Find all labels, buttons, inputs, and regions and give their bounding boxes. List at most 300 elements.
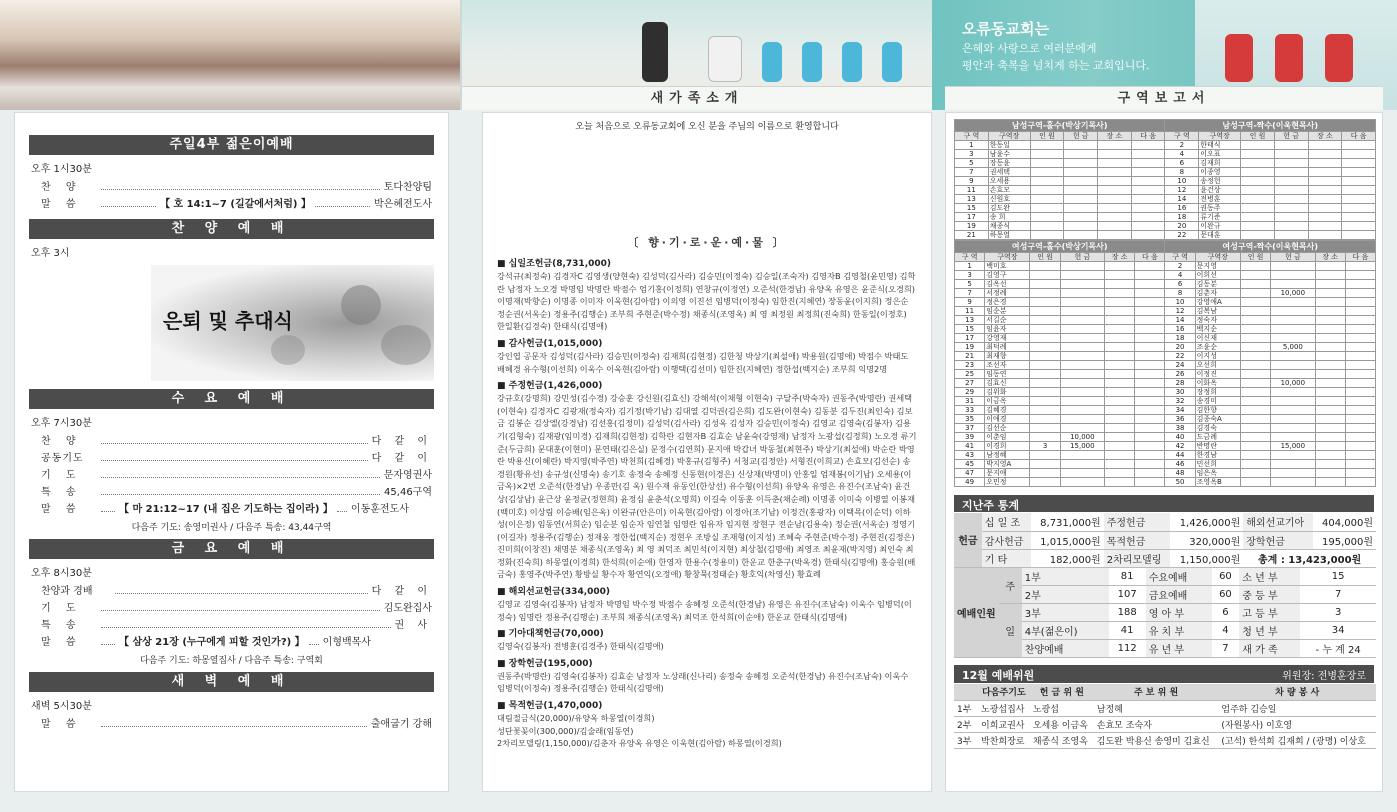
stats-cell: 15 <box>1300 568 1376 586</box>
wed-row-sermon: 말 씀 【 마 21:12~17 (내 집은 기도하는 집이라) 】 이동훈전도사 <box>41 504 409 515</box>
district-cell: 최덕례 <box>985 343 1030 352</box>
district-cell: 김혜경 <box>985 406 1030 415</box>
district-cell <box>1240 442 1270 451</box>
district-cell: 송정헌 <box>1199 177 1241 186</box>
district-cell <box>1241 204 1275 213</box>
district-cell <box>1105 262 1135 271</box>
worship-schedule-column <box>14 112 449 792</box>
committee-cell: 손효모 조숙자 <box>1094 716 1219 732</box>
district-cell <box>1131 168 1165 177</box>
district-cell <box>1135 388 1165 397</box>
district-cell: 28 <box>1165 379 1195 388</box>
offering-donor-list: 김영숙(김봉자) 전병훈(김경주) 한태식(김명애) <box>497 641 664 652</box>
column-header: 장 소 <box>1315 253 1345 262</box>
il-label: 일 <box>999 604 1022 658</box>
offering-donor-list: 강인엽 공문자 김성덕(김사라) 김승민(이정숙) 김재희(김현정) 김한청 박상기(최설애) 박용원(김명애) 박점수 박태도 배혜경 유수형(이선희) 이욱수 이욱현(김아람) 이행택(김선미) 임한진(지혜연) 정한섭(백지순) 조부희 익명2명 <box>497 350 911 374</box>
district-cell <box>1060 415 1104 424</box>
district-cell: 24 <box>1165 361 1195 370</box>
district-cell: 44 <box>1165 451 1195 460</box>
district-cell <box>1271 424 1315 433</box>
stats-cell: 금요예배 <box>1146 586 1212 604</box>
district-cell <box>1030 316 1060 325</box>
welcome-text: 오늘 처음으로 오류동교회에 오신 분을 주님의 이름으로 환영합니다 <box>575 122 839 132</box>
district-cell: 이희선 <box>1195 271 1240 280</box>
district-cell <box>1030 289 1060 298</box>
district-cell <box>1064 177 1098 186</box>
district-cell <box>1271 478 1315 487</box>
district-cell: 백지순 <box>1195 325 1240 334</box>
district-cell <box>1135 325 1165 334</box>
district-cell <box>1274 186 1308 195</box>
stats-cell: 장학헌금 <box>1243 531 1313 549</box>
district-cell <box>1240 361 1270 370</box>
district-cell <box>1241 222 1275 231</box>
district-cell <box>1131 159 1165 168</box>
stats-cell: 총계 : 13,423,000원 <box>1243 549 1376 567</box>
stats-cell: 7 <box>1212 640 1240 658</box>
district-cell: 15 <box>955 204 989 213</box>
district-cell <box>1345 478 1375 487</box>
table-row <box>955 442 1376 451</box>
district-cell: 21 <box>955 352 985 361</box>
district-cell <box>1315 442 1345 451</box>
new-family-bar: 새가족소개 <box>462 86 932 110</box>
table-row <box>955 150 1376 159</box>
district-cell <box>1240 325 1270 334</box>
retirement-flowers-image <box>151 265 434 381</box>
district-cell <box>1345 325 1375 334</box>
district-cell <box>1105 406 1135 415</box>
district-cell <box>1030 150 1064 159</box>
district-cell <box>1098 195 1132 204</box>
column-header: 구역장 <box>1195 253 1240 262</box>
district-cell <box>1240 271 1270 280</box>
table-row <box>955 343 1376 352</box>
district-cell <box>1241 150 1275 159</box>
district-cell <box>1105 271 1135 280</box>
district-cell <box>1105 460 1135 469</box>
district-cell <box>1060 271 1104 280</box>
district-cell: 1 <box>955 141 989 150</box>
district-cell <box>1060 397 1104 406</box>
district-cell: 8 <box>1165 168 1199 177</box>
stats-cell: 유 치 부 <box>1146 622 1212 640</box>
district-cell: 20 <box>1165 343 1195 352</box>
district-cell <box>1271 433 1315 442</box>
district-cell <box>1315 262 1345 271</box>
district-cell: 26 <box>1165 370 1195 379</box>
district-cell <box>1030 397 1060 406</box>
committee-leader: 위원장: 전병훈장로 <box>1282 671 1366 682</box>
district-cell <box>1105 343 1135 352</box>
district-cell <box>1315 460 1345 469</box>
stats-cell: 404,000원 <box>1313 513 1376 531</box>
district-cell <box>1240 334 1270 343</box>
committee-cell: 오세용 이금옥 <box>1030 716 1094 732</box>
district-cell <box>1315 397 1345 406</box>
column-header: 다 음 <box>1131 132 1165 141</box>
district-cell: 41 <box>955 442 985 451</box>
table-row <box>955 334 1376 343</box>
district-cell <box>1135 298 1165 307</box>
column-header: 구 역 <box>1165 132 1199 141</box>
table-row <box>955 433 1376 442</box>
stats-cell: 기 타 <box>982 549 1031 567</box>
committee-cell: 엄주하 김승일 <box>1218 700 1376 716</box>
district-cell <box>1131 150 1165 159</box>
ju-label: 주 <box>999 568 1022 604</box>
district-cell <box>1345 433 1375 442</box>
district-cell <box>1064 213 1098 222</box>
district-cell: 권동주 <box>1199 204 1241 213</box>
district-cell <box>1135 271 1165 280</box>
stats-cell: - 누 계 24 <box>1300 640 1376 658</box>
district-cell <box>1271 271 1315 280</box>
district-cell <box>1345 415 1375 424</box>
district-cell: 18 <box>1165 213 1199 222</box>
district-cell: 6 <box>1165 280 1195 289</box>
table-row <box>955 280 1376 289</box>
stats-cell: 영 아 부 <box>1146 604 1212 622</box>
district-cell <box>1241 177 1275 186</box>
district-cell: 3 <box>955 271 985 280</box>
district-cell: 43 <box>955 451 985 460</box>
district-cell <box>1030 177 1064 186</box>
table-row <box>955 415 1376 424</box>
stats-row <box>954 549 1376 567</box>
district-cell <box>1271 397 1315 406</box>
district-cell <box>1105 388 1135 397</box>
district-cell <box>1345 361 1375 370</box>
district-cell <box>1240 316 1270 325</box>
district-cell <box>1030 415 1060 424</box>
district-cell: 송경미 <box>1195 397 1240 406</box>
district-cell: 이경희 <box>985 442 1030 451</box>
district-cell <box>1105 397 1135 406</box>
district-cell <box>1060 469 1104 478</box>
district-cell <box>1240 388 1270 397</box>
district-cell <box>1135 379 1165 388</box>
district-cell <box>1135 289 1165 298</box>
youth-worship-time: 오후 1시30분 <box>31 164 92 175</box>
column-header: 구역장 <box>1199 132 1241 141</box>
district-cell: 전병훈 <box>1199 195 1241 204</box>
offering-category-title: ■ 목적헌금(1,470,000) <box>497 698 917 711</box>
new-family-column <box>482 112 932 792</box>
district-cell <box>1271 370 1315 379</box>
district-cell <box>1060 451 1104 460</box>
district-cell: 48 <box>1165 469 1195 478</box>
district-cell <box>1030 451 1060 460</box>
table-row <box>955 168 1376 177</box>
district-cell: 7 <box>955 289 985 298</box>
column-header: 장 소 <box>1098 132 1132 141</box>
district-cell: 23 <box>955 361 985 370</box>
district-cell: 오민정 <box>985 478 1030 487</box>
stats-cell: 81 <box>1109 568 1146 586</box>
table-row <box>955 262 1376 271</box>
district-cell <box>1241 168 1275 177</box>
district-cell: 오세용 <box>988 177 1030 186</box>
district-cell <box>1060 388 1104 397</box>
district-cell <box>1030 406 1060 415</box>
district-cell <box>1060 352 1104 361</box>
district-cell: 47 <box>955 469 985 478</box>
district-cell <box>1240 289 1270 298</box>
district-cell: 21 <box>955 231 989 240</box>
offering-category-title: ■ 기아대책헌금(70,000) <box>497 626 917 639</box>
stats-cell: 새 가 족 <box>1239 640 1300 658</box>
district-cell <box>1131 195 1165 204</box>
stats-cell: 4부(젊은이) <box>1022 622 1109 640</box>
offering-stats-table <box>954 513 1376 568</box>
district-cell <box>1030 334 1060 343</box>
table-row <box>955 361 1376 370</box>
wed-row: 찬 양 다 같 이 <box>41 436 432 447</box>
district-cell: 임순분 <box>985 307 1030 316</box>
table-row <box>955 397 1376 406</box>
district-cell: 김옥선 <box>985 280 1030 289</box>
table-row <box>955 352 1376 361</box>
wed-row: 공동기도 다 같 이 <box>41 453 432 464</box>
committee-cell: 2부 <box>954 716 978 732</box>
table-row <box>955 469 1376 478</box>
district-cell: 39 <box>955 433 985 442</box>
district-cell: 정숙자 <box>1195 316 1240 325</box>
district-cell: 9 <box>955 298 985 307</box>
district-cell: 문대훈 <box>1199 231 1241 240</box>
district-cell <box>1315 469 1345 478</box>
district-cell: 김복남 <box>1195 307 1240 316</box>
stats-cell: 1,426,000원 <box>1170 513 1243 531</box>
district-cell: 32 <box>1165 397 1195 406</box>
table-row <box>955 424 1376 433</box>
district-cell: 36 <box>1165 415 1195 424</box>
fri-row: 찬양과 경배 다 같 이 <box>41 586 432 597</box>
stats-row <box>954 513 1376 531</box>
district-cell <box>1342 204 1376 213</box>
district-cell <box>1030 204 1064 213</box>
district-cell <box>1030 262 1060 271</box>
district-cell <box>1064 141 1098 150</box>
district-cell <box>1060 325 1104 334</box>
dawn-worship-title: 새 벽 예 배 <box>29 672 434 692</box>
youth-row-sermon: 말 씀 【 호 14:1~7 (길갈에서처럼) 】 박은혜전도사 <box>41 199 432 210</box>
district-cell <box>1342 222 1376 231</box>
district-cell <box>1105 478 1135 487</box>
district-cell: 한동일 <box>988 141 1030 150</box>
stats-cell: 찬양예배 <box>1022 640 1109 658</box>
district-cell: 한경남 <box>1195 451 1240 460</box>
praise-worship-time: 오후 3시 <box>31 248 70 259</box>
table-row <box>954 700 1376 716</box>
district-cell <box>1030 460 1060 469</box>
district-cell <box>1030 469 1060 478</box>
district-cell <box>1135 406 1165 415</box>
district-cell: 45 <box>955 460 985 469</box>
district-cell: 임은옥 <box>1195 469 1240 478</box>
worship-label: 예배인원 <box>954 568 999 658</box>
district-cell <box>1135 469 1165 478</box>
district-cell: 3 <box>955 150 989 159</box>
district-cell <box>1060 343 1104 352</box>
district-cell <box>1271 352 1315 361</box>
district-cell <box>1271 415 1315 424</box>
district-cell: 10 <box>1165 177 1199 186</box>
district-cell <box>1274 159 1308 168</box>
district-cell <box>1105 316 1135 325</box>
district-cell <box>1315 316 1345 325</box>
district-cell <box>1241 213 1275 222</box>
district-cell <box>1315 424 1345 433</box>
district-cell <box>1105 334 1135 343</box>
district-cell <box>1030 186 1064 195</box>
district-cell: 정은경 <box>985 298 1030 307</box>
district-cell <box>1105 424 1135 433</box>
district-cell <box>1240 298 1270 307</box>
district-cell: 13 <box>955 316 985 325</box>
district-cell <box>1345 397 1375 406</box>
district-cell <box>1308 177 1342 186</box>
district-cell: 김위화 <box>985 388 1030 397</box>
district-cell: 장정희 <box>1195 388 1240 397</box>
district-cell: 2 <box>1165 141 1199 150</box>
district-cell <box>1064 222 1098 231</box>
youth-row-praise: 찬 양 토다찬양팀 <box>41 182 432 193</box>
district-cell <box>1342 231 1376 240</box>
district-cell <box>1274 231 1308 240</box>
committee-cell: 김도완 박용신 송영미 김효신 <box>1094 732 1219 748</box>
district-cell <box>1060 424 1104 433</box>
district-cell: 남정혜 <box>985 451 1030 460</box>
offering-label: 헌금 <box>954 513 982 567</box>
district-cell <box>1135 343 1165 352</box>
district-cell <box>1271 334 1315 343</box>
district-cell <box>1030 307 1060 316</box>
column-header: 구역장 <box>988 132 1030 141</box>
table-row <box>955 325 1376 334</box>
district-cell: 이정진 <box>1195 370 1240 379</box>
wednesday-worship-title: 수 요 예 배 <box>29 389 434 409</box>
fri-next-note: 다음주 기도: 하몽열집사 / 다음주 특송: 구역회 <box>140 656 323 666</box>
district-cell <box>1271 361 1315 370</box>
district-cell: 15,000 <box>1060 442 1104 451</box>
district-cell <box>1345 406 1375 415</box>
district-cell: 16 <box>1165 204 1199 213</box>
table-row <box>955 222 1376 231</box>
table-row <box>955 388 1376 397</box>
offering-category-title: ■ 주정헌금(1,426,000) <box>497 378 917 391</box>
district-cell <box>1030 222 1064 231</box>
district-cell: 22 <box>1165 231 1199 240</box>
district-cell <box>1060 289 1104 298</box>
district-cell <box>1315 343 1345 352</box>
column-header: 헌 금 <box>1064 132 1098 141</box>
district-cell <box>1030 478 1060 487</box>
district-cell <box>1030 379 1060 388</box>
stats-cell: 8,731,000원 <box>1031 513 1104 531</box>
offering-category-title: ■ 장학헌금(195,000) <box>497 656 917 669</box>
district-cell: 5 <box>955 159 989 168</box>
column-header: 헌 금 <box>1060 253 1104 262</box>
district-cell: 이종영 <box>1199 168 1241 177</box>
district-cell <box>1345 271 1375 280</box>
district-cell: 3 <box>1030 442 1060 451</box>
district-cell <box>1131 204 1165 213</box>
stats-cell: 188 <box>1109 604 1146 622</box>
district-cell <box>1098 204 1132 213</box>
youth-worship-title: 주일4부 젊은이예배 <box>29 135 434 155</box>
committee-cell: 남정혜 <box>1094 700 1219 716</box>
column-header: 구역장 <box>985 253 1030 262</box>
stats-row <box>954 604 1376 622</box>
district-cell: 문지영 <box>1195 262 1240 271</box>
table-row <box>954 732 1376 748</box>
stats-cell: 6 <box>1212 604 1240 622</box>
offering-donor-list: 강석규(최정숙) 김경자C 김영생(양현숙) 김성덕(김사라) 김승민(이정숙) 김승일(조숙자) 김영자B 김영철(윤민영) 김학란 남정자 노오경 박명임 박명란 박점수 엄기홍(이정희) 연창규(이정연) 오준석(한경남) 유양옥 유영은 윤준식(오경희) 이명재(박향순) 이명종 이미자 이욱현(김아람) 이의영 이진선 임병덕(이정숙) 임한진(지혜연) 장동윤(이지희) 정은순 정순권(서옥순) 정용주(김행순) 조부희 주현준(박수정) 채종식(조영옥) 최 영 최정원 최정희(진숙희) 한동일(이정호) 한일환(김경숙) 한태식(김명애) <box>497 271 918 332</box>
district-cell <box>1060 334 1104 343</box>
district-cell <box>1030 325 1060 334</box>
december-committee-title: 12월 예배위원 위원장: 전병훈장로 <box>954 665 1374 683</box>
district-cell <box>1135 361 1165 370</box>
table-row <box>955 370 1376 379</box>
district-cell <box>1240 379 1270 388</box>
district-cell: 김도완 <box>988 204 1030 213</box>
offering-donor-list: 권동주(박명란) 김영숙(김봉자) 김효순 남정자 노상래(신나리) 송정숙 송혜정 오준석(한경남) 유진수(조남숙) 이욱수 임병덕(이정숙) 정용주(김행순) 한태식(김명애) <box>497 670 911 694</box>
stats-cell: 4 <box>1212 622 1240 640</box>
district-cell: 11 <box>955 307 985 316</box>
district-cell <box>1135 307 1165 316</box>
district-cell: 조영옥B <box>1195 478 1240 487</box>
district-cell <box>1064 159 1098 168</box>
offering-category-title: ■ 십일조헌금(8,731,000) <box>497 256 917 269</box>
stats-cell: 십 일 조 <box>982 513 1031 531</box>
district-cell: 31 <box>955 397 985 406</box>
column-header: 인 원 <box>1241 132 1275 141</box>
table-row <box>955 204 1376 213</box>
district-cell <box>1315 325 1345 334</box>
district-cell <box>1308 195 1342 204</box>
district-cell <box>1030 141 1064 150</box>
district-cell <box>1131 222 1165 231</box>
district-cell <box>1271 451 1315 460</box>
district-cell <box>1105 298 1135 307</box>
district-cell <box>1271 316 1315 325</box>
stats-cell: 감사헌금 <box>982 531 1031 549</box>
offering-list <box>483 256 931 750</box>
congregation-photo <box>0 0 460 110</box>
district-cell <box>1315 370 1345 379</box>
table-row <box>955 289 1376 298</box>
stats-cell: 1,150,000원 <box>1170 549 1243 567</box>
district-cell <box>1105 361 1135 370</box>
district-cell <box>1271 460 1315 469</box>
district-cell: 조윤순 <box>1195 343 1240 352</box>
church-name: 오류동교회는 <box>962 20 1049 38</box>
district-cell <box>1345 442 1375 451</box>
district-cell: 류기준 <box>1199 213 1241 222</box>
district-cell <box>1241 195 1275 204</box>
column-header: 다 음 <box>1345 253 1375 262</box>
district-cell <box>1105 442 1135 451</box>
table-row <box>955 186 1376 195</box>
district-cell <box>1135 280 1165 289</box>
district-cell <box>1135 370 1165 379</box>
district-cell <box>1345 352 1375 361</box>
district-cell: 8 <box>1165 289 1195 298</box>
district-cell <box>1274 141 1308 150</box>
district-cell <box>1308 213 1342 222</box>
